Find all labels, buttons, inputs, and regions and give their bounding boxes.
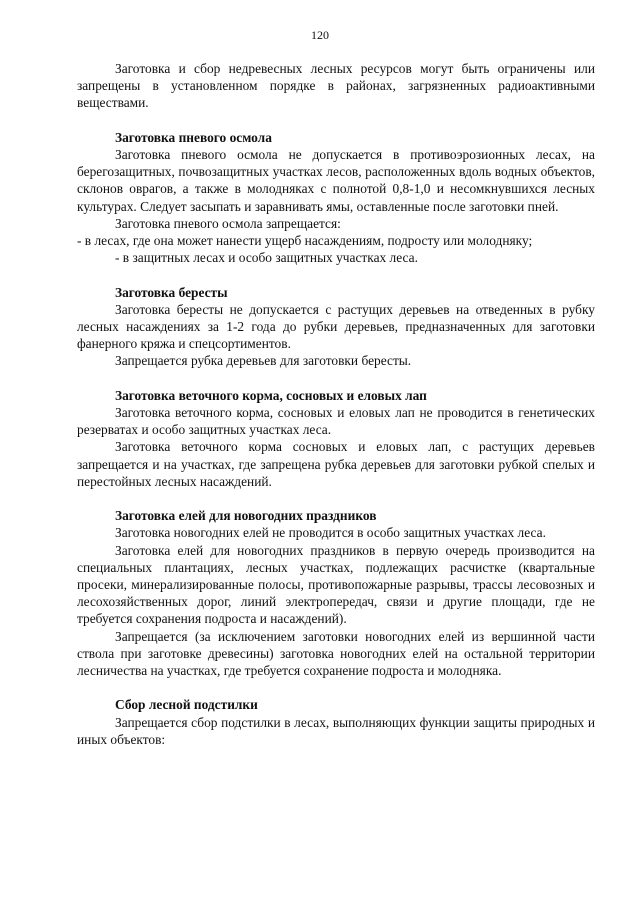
section-stump-resin bbox=[77, 129, 595, 267]
section-heading: Заготовка пневого осмола bbox=[115, 129, 272, 145]
paragraph: Заготовка елей для новогодних праздников в первую очередь производится на специальных плантациях, лесных участках, подлежащих расчистке (квартальные просеки, минерализированные полосы, противопожарные разрывы, трассы лесовозных и лесохозяйственных дорог, линий электропередач, связи и другие площади, где не требуется сохранения подроста и насаждений). bbox=[77, 542, 595, 627]
paragraph: Запрещается сбор подстилки в лесах, выполняющих функции защиты природных и иных объектов: bbox=[77, 714, 595, 747]
section-birch-bark bbox=[77, 284, 595, 370]
section-new-year-trees bbox=[77, 507, 595, 679]
list-item: - в лесах, где она может нанести ущерб насаждениям, подросту или молодняку; bbox=[77, 233, 533, 249]
paragraph: Заготовка веточного корма сосновых и еловых лап, с растущих деревьев запрещается и на участках, где запрещена рубка деревьев для заготовки рубкой спелых и перестойных лесных насаждений. bbox=[77, 439, 595, 489]
list-item: - в защитных лесах и особо защитных участках леса. bbox=[115, 250, 418, 266]
paragraph: Заготовка новогодних елей не проводится в особо защитных участках леса. bbox=[115, 525, 546, 541]
paragraph: Заготовка веточного корма, сосновых и еловых лап не проводится в генетических резерватах и особо защитных участках леса. bbox=[77, 405, 595, 438]
section-heading: Заготовка веточного корма, сосновых и еловых лап bbox=[115, 387, 427, 403]
section-forest-litter bbox=[77, 696, 595, 748]
intro-paragraph: Заготовка и сбор недревесных лесных ресурсов могут быть ограничены или запрещены в установленном порядке в районах, загрязненных радиоактивными веществами. bbox=[77, 61, 595, 111]
document-body bbox=[77, 60, 595, 748]
section-heading: Заготовка бересты bbox=[115, 284, 228, 300]
section-heading: Сбор лесной подстилки bbox=[115, 697, 258, 713]
paragraph: Запрещается (за исключением заготовки новогодних елей из вершинной части ствола при заготовке древесины) заготовка новогодних елей на остальной территории лесничества на участках, где требуется сохранение подроста и молодняка. bbox=[77, 628, 595, 679]
paragraph: Заготовка бересты не допускается с растущих деревьев на отведенных в рубку лесных насаждениях за 1-2 года до рубки деревьев, предназначенных для заготовки фанерного кряжа и спецсортиментов. bbox=[77, 301, 595, 352]
paragraph: Запрещается рубка деревьев для заготовки бересты. bbox=[115, 353, 412, 369]
section-branch-feed bbox=[77, 387, 595, 490]
paragraph: Заготовка пневого осмола запрещается: bbox=[115, 215, 341, 231]
paragraph: Заготовка пневого осмола не допускается в противоэрозионных лесах, на берегозащитных, почвозащитных участках лесов, расположенных вдоль водных объектов, склонов оврагов, а также в молодняках с полнотой 0,8-1,0 и несомкнувшихся лесных культурах. Следует засыпать и заравнивать ямы, оставленные после заготовки пней. bbox=[77, 147, 595, 214]
section-heading: Заготовка елей для новогодних праздников bbox=[115, 508, 377, 524]
page-number: 120 bbox=[311, 28, 329, 42]
